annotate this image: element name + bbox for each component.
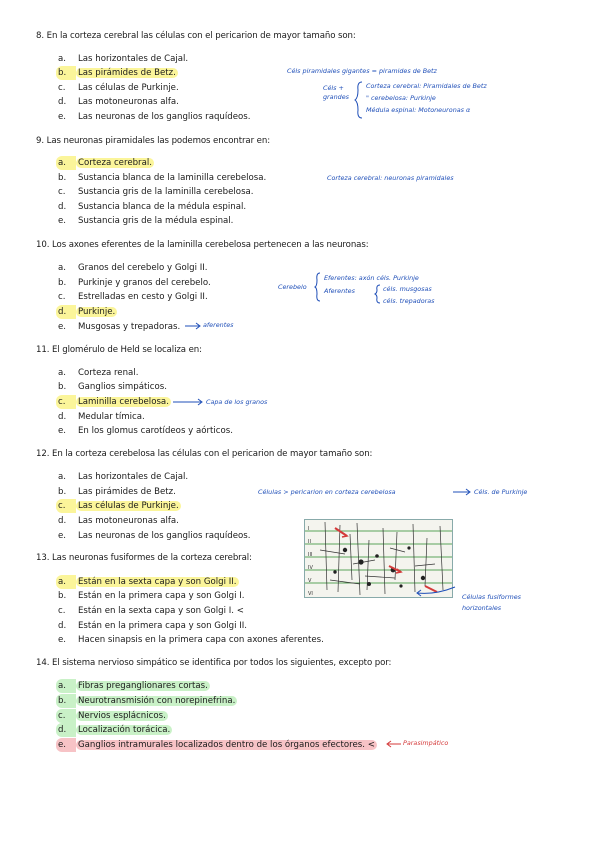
option-d: d. Están en la primera capa y son Golgi II.: [58, 621, 247, 631]
option-e: e. Las neuronas de los ganglios raquídeos.: [58, 112, 251, 122]
brace-icon: [354, 80, 364, 120]
option-b: b. Neurotransmisión con norepinefrina.: [58, 696, 236, 706]
option-e: e. Sustancia gris de la médula espinal.: [58, 216, 234, 226]
option-a: a. Corteza renal.: [58, 368, 139, 378]
layer-labels: I II III IV V VI: [308, 526, 313, 597]
option-d: d. Purkinje.: [58, 307, 116, 317]
brace-icon: [314, 272, 322, 302]
arrow-icon: [184, 322, 202, 330]
option-d: d. Localización torácica.: [58, 725, 171, 735]
option-a: a. Están en la sexta capa y son Golgi II.: [58, 577, 237, 587]
note-musgosas: céls. musgosas: [383, 285, 432, 293]
option-d: d. Las motoneuronas alfa.: [58, 97, 179, 107]
note-neuronas-piramidales: Corteza cerebral: neuronas piramidales: [327, 174, 454, 182]
option-b: b. Están en la primera capa y son Golgi I.: [58, 591, 245, 601]
note-trepadoras: céls. trepadoras: [383, 297, 435, 305]
question-title: 12. En la corteza cerebelosa las células con el pericarion de mayor tamaño son:: [36, 449, 373, 459]
question-title: 9. Las neuronas piramidales las podemos encontrar en:: [36, 136, 270, 146]
option-c: c. Sustancia gris de la laminilla cerebelosa.: [58, 187, 254, 197]
note-parasimpatico: Parasimpático: [403, 739, 449, 747]
option-b: b. Las pirámides de Betz.: [58, 487, 176, 497]
note-purkinje: Céls. de Purkinje: [474, 488, 528, 496]
note-fusiformes: Células fusiformes: [462, 593, 521, 601]
option-c: c. Estrelladas en cesto y Golgi II.: [58, 292, 208, 302]
option-a: a. Fibras preganglionares cortas.: [58, 681, 208, 691]
option-c: c. Las células de Purkinje.: [58, 83, 179, 93]
option-d: d. Medular tímica.: [58, 412, 145, 422]
option-d: d. Sustancia blanca de la médula espinal.: [58, 202, 247, 212]
note-medula: Médula espinal: Motoneuronas α: [366, 106, 471, 114]
arrow-icon: [172, 398, 204, 406]
note-eferentes: Eferentes: axón céls. Purkinje: [324, 274, 419, 282]
option-e: e. Ganglios intramurales localizados dentro de los órganos efectores. <: [58, 740, 375, 750]
note-pericarion: Células > pericarion en corteza cerebelosa: [258, 488, 396, 496]
option-e: e. Musgosas y trepadoras.: [58, 322, 181, 332]
note-aferentes-e: aferentes: [203, 321, 234, 329]
note-corteza-cerebral: Corteza cerebral: Piramidales de Betz: [366, 82, 487, 90]
option-b: b. Sustancia blanca de la laminilla cerebelosa.: [58, 173, 267, 183]
option-e: e. Hacen sinapsis en la primera capa con axones aferentes.: [58, 635, 324, 645]
question-title: 10. Los axones eferentes de la laminilla cerebelosa pertenecen a las neuronas:: [36, 240, 369, 250]
question-title: 8. En la corteza cerebral las células con el pericarion de mayor tamaño son:: [36, 31, 356, 41]
brace-icon: [374, 284, 382, 304]
arrow-icon: [415, 585, 457, 599]
option-c: c. Laminilla cerebelosa.: [58, 397, 169, 407]
question-title: 14. El sistema nervioso simpático se identifica por todos los siguientes, excepto por:: [36, 658, 392, 668]
option-a: a. Granos del cerebelo y Golgi II.: [58, 263, 208, 273]
arrow-icon: [452, 488, 472, 496]
option-d: d. Las motoneuronas alfa.: [58, 516, 179, 526]
option-a: a. Las horizontales de Cajal.: [58, 472, 189, 482]
option-b: b. Purkinje y granos del cerebelo.: [58, 278, 211, 288]
note-cels-mas: Céls +: [323, 84, 344, 92]
question-title: 13. Las neuronas fusiformes de la corteza cerebral:: [36, 553, 252, 563]
option-a: a. Corteza cerebral.: [58, 158, 152, 168]
question-title: 11. El glomérulo de Held se localiza en:: [36, 345, 202, 355]
option-e: e. Las neuronas de los ganglios raquídeos.: [58, 531, 251, 541]
option-a: a. Las horizontales de Cajal.: [58, 54, 189, 64]
option-c: c. Nervios esplácnicos.: [58, 711, 166, 721]
note-horizontales: horizontales: [462, 604, 502, 612]
option-e: e. En los glomus carotídeos y aórticos.: [58, 426, 233, 436]
note-cerebelo: Cerebelo: [278, 283, 307, 291]
option-c: c. Están en la sexta capa y son Golgi I. <: [58, 606, 244, 616]
arrow-icon: [386, 740, 402, 748]
note-grandes: grandes: [323, 93, 349, 101]
note-capa-granos: Capa de los granos: [206, 398, 268, 406]
option-b: b. Ganglios simpáticos.: [58, 382, 167, 392]
note-betz: Céls piramidales gigantes = piramides de Betz: [287, 67, 437, 75]
note-aferentes: Aferentes: [324, 287, 355, 295]
option-b: b. Las pirámides de Betz.: [58, 68, 176, 78]
note-cerebelosa: " cerebelosa: Purkinje: [366, 94, 436, 102]
option-c: c. Las células de Purkinje.: [58, 501, 179, 511]
